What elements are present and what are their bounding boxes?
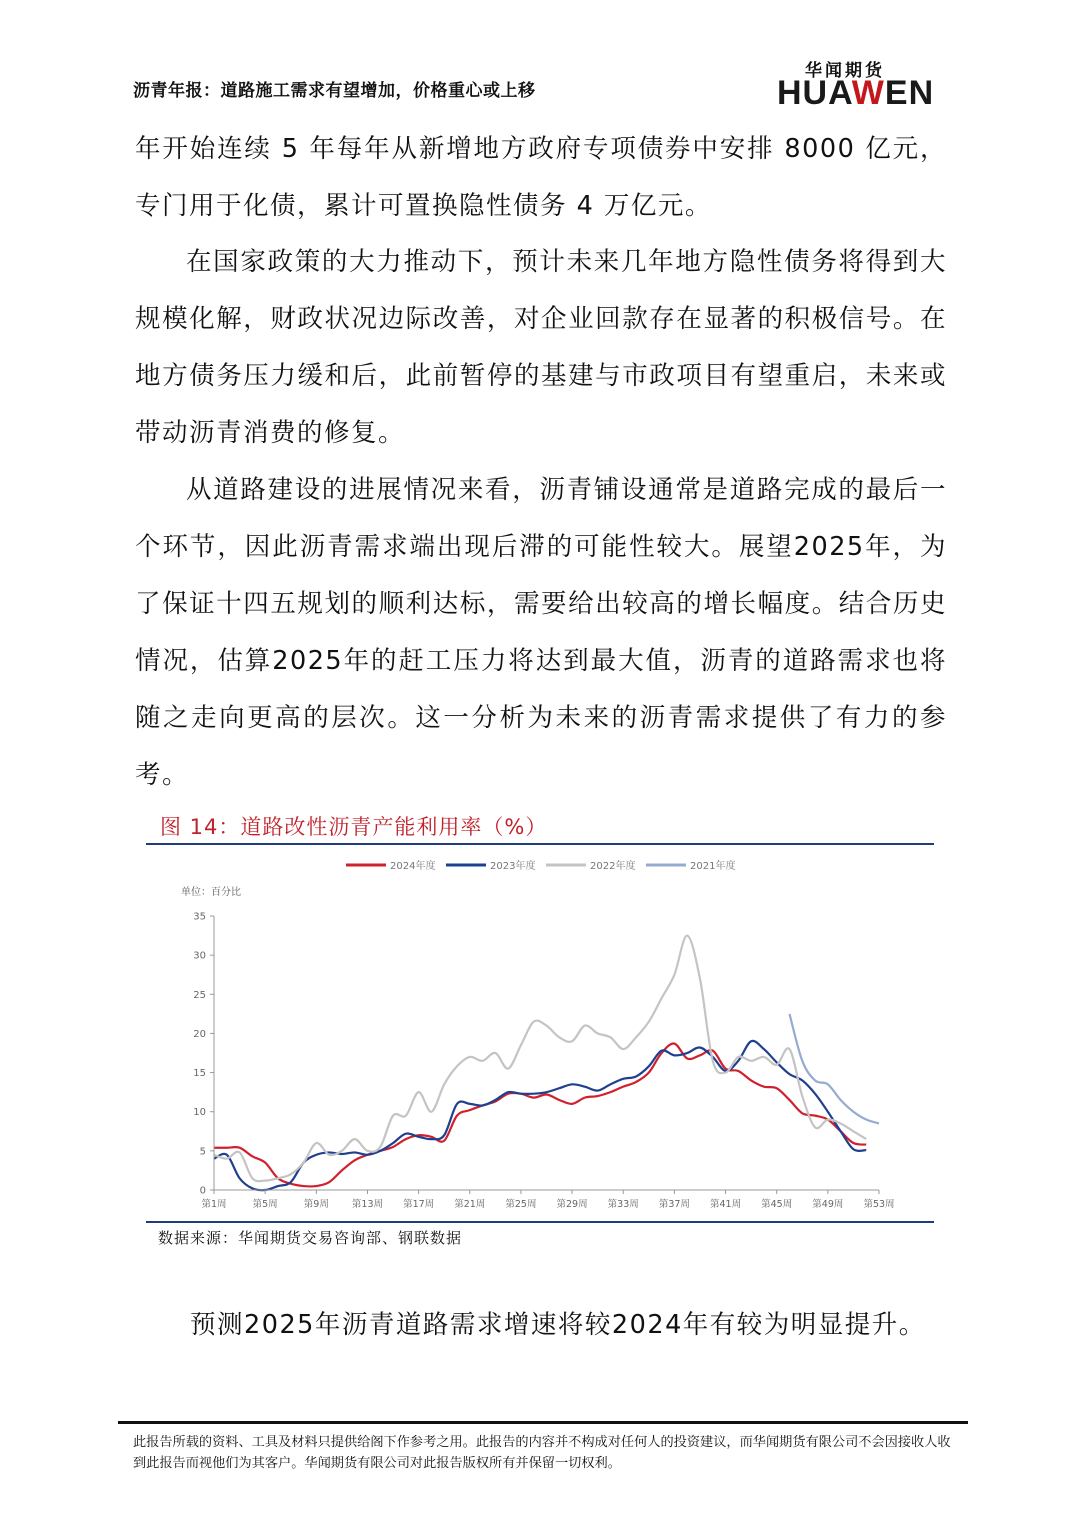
figure-source: 数据来源：华闻期货交易咨询部、钢联数据 <box>158 1229 463 1247</box>
x-tick-label: 第9周 <box>303 1199 329 1210</box>
x-tick-label: 第17周 <box>403 1199 435 1210</box>
series-line-2023年度 <box>214 1041 866 1190</box>
y-tick-label: 0 <box>199 1185 206 1197</box>
x-tick-label: 第53周 <box>863 1199 895 1210</box>
paragraph-debt-relief: 在国家政策的大力推动下，预计未来几年地方隐性债务将得到大规模化解，财政状况边际改善，对企业回款存在显著的积极信号。在地方债务压力缓和后，此前暂停的基建与市政项目有望重启，未来或带动沥青消费的修复。 <box>135 247 947 448</box>
y-tick-label: 10 <box>193 1107 206 1119</box>
chart-unit-label: 单位：百分比 <box>181 887 241 898</box>
paragraph-forecast: 预测2025年沥青道路需求增速将较2024年有较为明显提升。 <box>190 1310 926 1340</box>
series-line-2022年度 <box>214 936 866 1182</box>
x-tick-label: 第45周 <box>761 1199 793 1210</box>
x-tick-label: 第41周 <box>709 1199 742 1210</box>
x-tick-label: 第25周 <box>505 1199 537 1210</box>
capacity-utilization-chart <box>146 848 934 1220</box>
paragraph-road-construction: 从道路建设的进展情况来看，沥青铺设通常是道路完成的最后一个环节，因此沥青需求端出现后滞的可能性较大。展望2025年，为了保证十四五规划的顺利达标，需要给出较高的增长幅度。结合历史情况，估算2025年的赶工压力将达到最大值，沥青的道路需求也将随之走向更高的层次。这一分析为未来的沥青需求提供了有力的参考。 <box>135 475 947 790</box>
figure-title: 图 14：道路改性沥青产能利用率（%） <box>160 815 548 839</box>
x-tick-label: 第5周 <box>252 1199 278 1210</box>
y-tick-label: 20 <box>193 1028 206 1040</box>
x-tick-label: 第29周 <box>556 1199 588 1210</box>
x-tick-label: 第1周 <box>201 1199 227 1210</box>
y-tick-label: 30 <box>193 950 206 962</box>
y-tick-label: 15 <box>193 1068 206 1080</box>
footer-rule <box>118 1421 968 1424</box>
x-tick-label: 第49周 <box>812 1199 844 1210</box>
company-logo <box>775 52 953 112</box>
chart-legend <box>346 859 735 872</box>
figure-bottom-rule <box>146 1221 934 1223</box>
footer-disclaimer: 此报告所载的资料、工具及材料只提供给阁下作参考之用。此报告的内容并不构成对任何人的投资建议，而华闻期货有限公司不会因接收人收到此报告而视他们为其客户。华闻期货有限公司对此报告版权所有并保留一切权利。 <box>133 1435 951 1471</box>
x-tick-label: 第21周 <box>454 1199 486 1210</box>
logo-english-name: HUAWEN <box>777 74 935 112</box>
y-tick-label: 5 <box>199 1146 206 1158</box>
x-tick-label: 第33周 <box>607 1199 639 1210</box>
series-line-2024年度 <box>214 1044 866 1187</box>
legend-label: 2023年度 <box>490 861 536 872</box>
y-tick-label: 35 <box>193 911 206 923</box>
y-tick-label: 25 <box>193 989 206 1001</box>
legend-label: 2021年度 <box>690 861 736 872</box>
figure-top-rule <box>146 843 934 845</box>
paragraph-debt-swap: 年开始连续 5 年每年从新增地方政府专项债券中安排 8000 亿元，专门用于化债，累计可置换隐性债务 4 万亿元。 <box>135 134 947 221</box>
x-tick-label: 第13周 <box>351 1199 384 1210</box>
legend-label: 2024年度 <box>390 861 436 872</box>
x-tick-label: 第37周 <box>658 1199 690 1210</box>
series-line-2021年度 <box>789 1014 879 1124</box>
logo-chinese-name: 华闻期货 <box>805 61 885 81</box>
report-header-title: 沥青年报：道路施工需求有望增加，价格重心或上移 <box>133 81 536 101</box>
legend-label: 2022年度 <box>590 861 636 872</box>
